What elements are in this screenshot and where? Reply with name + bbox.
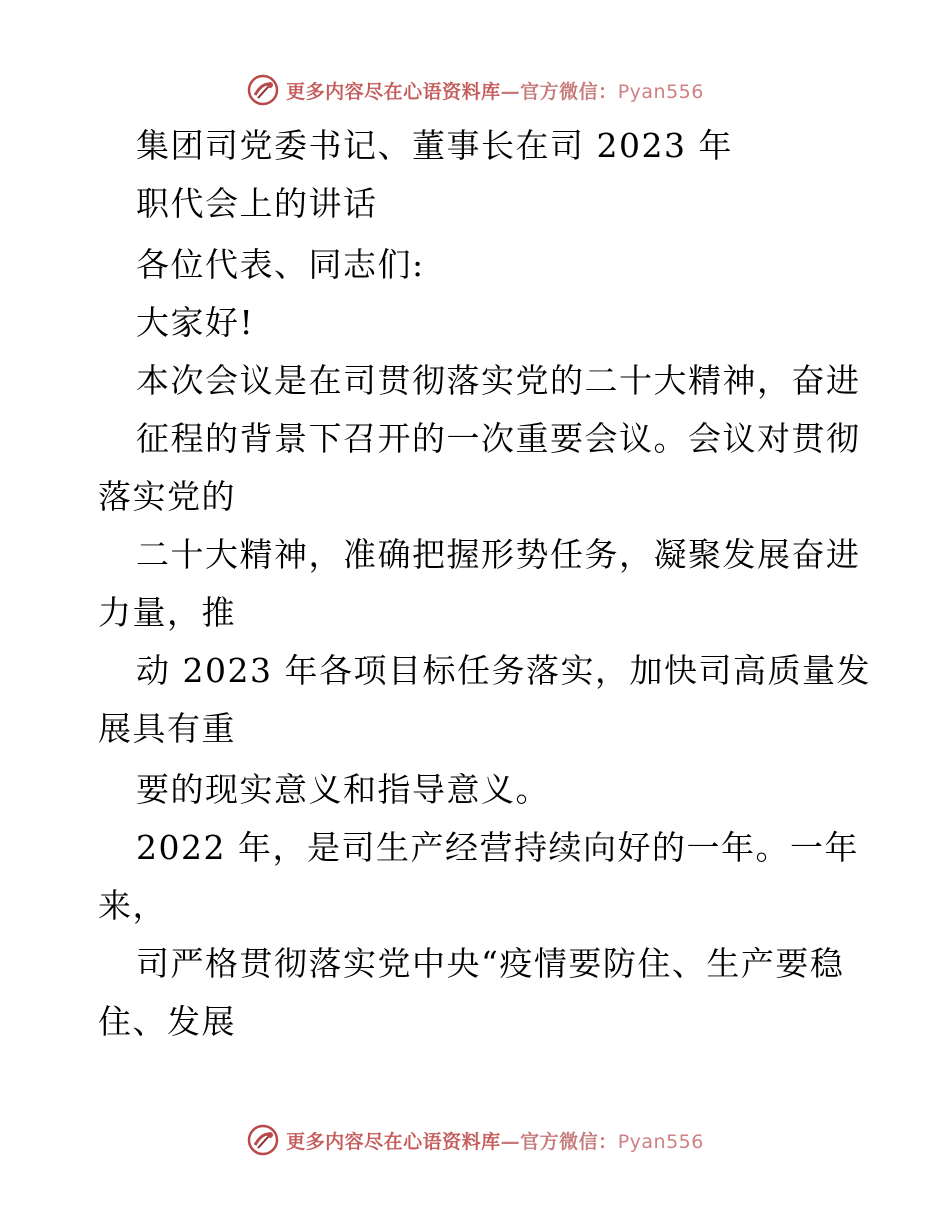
watermark-footer [0, 1122, 950, 1158]
doc-title-line-1: 集团司党委书记、董事长在司 2023 年 [136, 126, 733, 165]
watermark-header [0, 72, 950, 108]
doc-paragraph-line: 二十大精神，准确把握形势任务，凝聚发展奋进 [136, 535, 861, 574]
watermark-text [286, 77, 704, 104]
doc-paragraph-line: 征程的背景下召开的一次重要会议。会议对贯彻 [136, 419, 861, 458]
watermark-brand: 更多内容尽在心语资料库 [286, 80, 501, 103]
doc-paragraph-line: 2022 年，是司生产经营持续向好的一年。一年 [136, 828, 859, 867]
watermark-separator: — [500, 80, 521, 103]
doc-paragraph-line: 本次会议是在司贯彻落实党的二十大精神，奋进 [136, 361, 861, 400]
watermark-official: 官方微信： [520, 80, 618, 103]
doc-greeting: 大家好! [136, 303, 255, 342]
library-logo-icon [246, 1123, 280, 1157]
doc-salutation: 各位代表、同志们: [136, 245, 425, 284]
watermark-wechat-id: Pyan556 [617, 80, 704, 103]
doc-paragraph-line: 住、发展 [98, 1002, 236, 1041]
doc-paragraph-line: 力量，推 [98, 593, 236, 632]
watermark-official: 官方微信： [520, 1130, 618, 1153]
watermark-brand: 更多内容尽在心语资料库 [286, 1130, 501, 1153]
doc-title-line-2: 职代会上的讲话 [136, 184, 378, 223]
doc-paragraph-line: 落实党的 [98, 477, 236, 516]
doc-paragraph-line: 来， [98, 886, 167, 925]
doc-paragraph-line: 司严格贯彻落实党中央“疫情要防住、生产要稳 [136, 944, 845, 983]
watermark-text [286, 1127, 704, 1154]
doc-paragraph-line: 展具有重 [98, 709, 236, 748]
library-logo-icon [246, 73, 280, 107]
doc-paragraph-line: 动 2023 年各项目标任务落实，加快司高质量发 [136, 651, 871, 690]
doc-paragraph-line: 要的现实意义和指导意义。 [136, 770, 550, 809]
watermark-wechat-id: Pyan556 [617, 1130, 704, 1153]
watermark-separator: — [500, 1130, 521, 1153]
